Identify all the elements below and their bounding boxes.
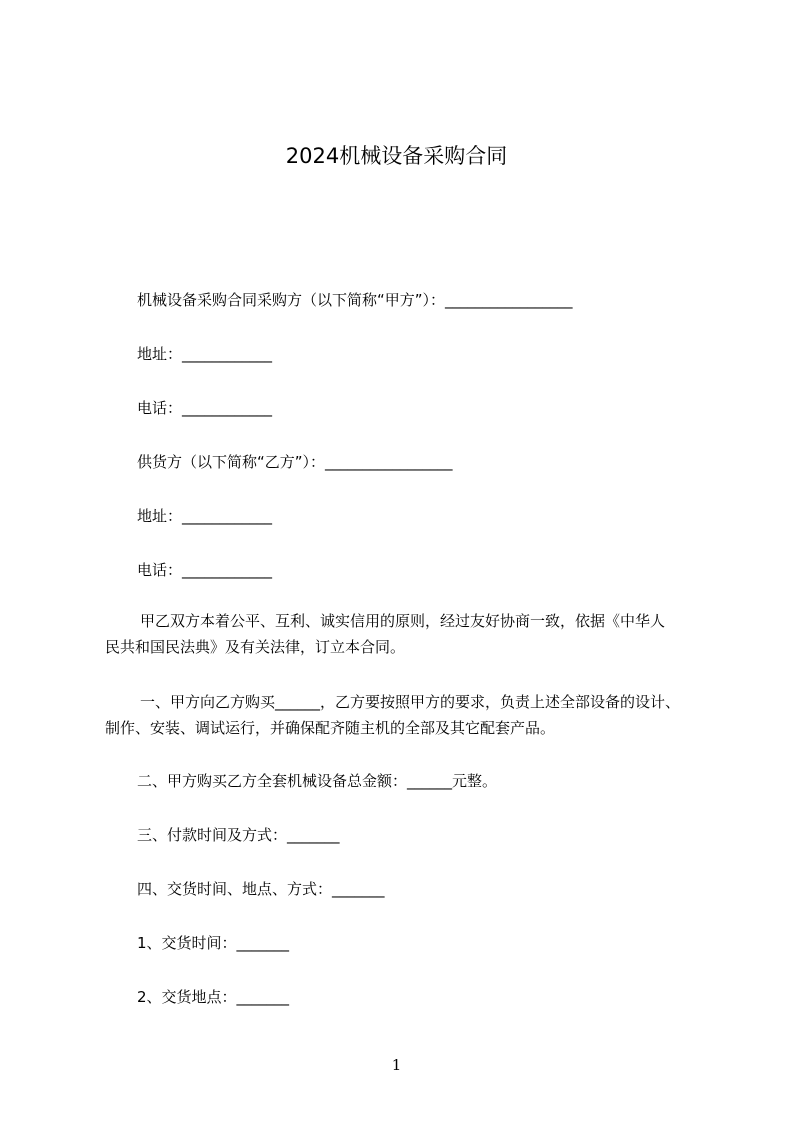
- intro-paragraph: [105, 608, 705, 660]
- supplier-phone: 电话：____________: [137, 561, 273, 579]
- clause-4: 四、交货时间、地点、方式：_______: [137, 880, 385, 898]
- clause-1-paragraph: [105, 689, 705, 741]
- buyer-line: 机械设备采购合同采购方（以下简称“甲方”）：_________________: [137, 291, 573, 309]
- clause-4-item-1: 1、交货时间：_______: [137, 934, 290, 952]
- clause-1-line-2: 制作、安装、调试运行，并确保配齐随主机的全部及其它配套产品。: [105, 719, 556, 737]
- buyer-phone: 电话：____________: [137, 399, 273, 417]
- buyer-address: 地址：____________: [137, 345, 273, 363]
- intro-line-1: 甲乙双方本着公平、互利、诚实信用的原则，经过友好协商一致，依据《中华人: [125, 612, 666, 630]
- supplier-address: 地址：____________: [137, 507, 273, 525]
- document-title: 2024机械设备采购合同: [285, 144, 508, 168]
- supplier-line: 供货方（以下简称“乙方”）：_________________: [137, 453, 453, 471]
- page-number: 1: [391, 1056, 402, 1074]
- clause-3: 三、付款时间及方式：_______: [137, 826, 340, 844]
- clause-4-item-2: 2、交货地点：_______: [137, 988, 290, 1006]
- clause-1-line-1: 一、甲方向乙方购买______，乙方要按照甲方的要求，负责上述全部设备的设计、: [125, 693, 681, 711]
- clause-2: 二、甲方购买乙方全套机械设备总金额：______元整。: [137, 772, 498, 790]
- intro-line-2: 民共和国民法典》及有关法律，订立本合同。: [105, 638, 406, 656]
